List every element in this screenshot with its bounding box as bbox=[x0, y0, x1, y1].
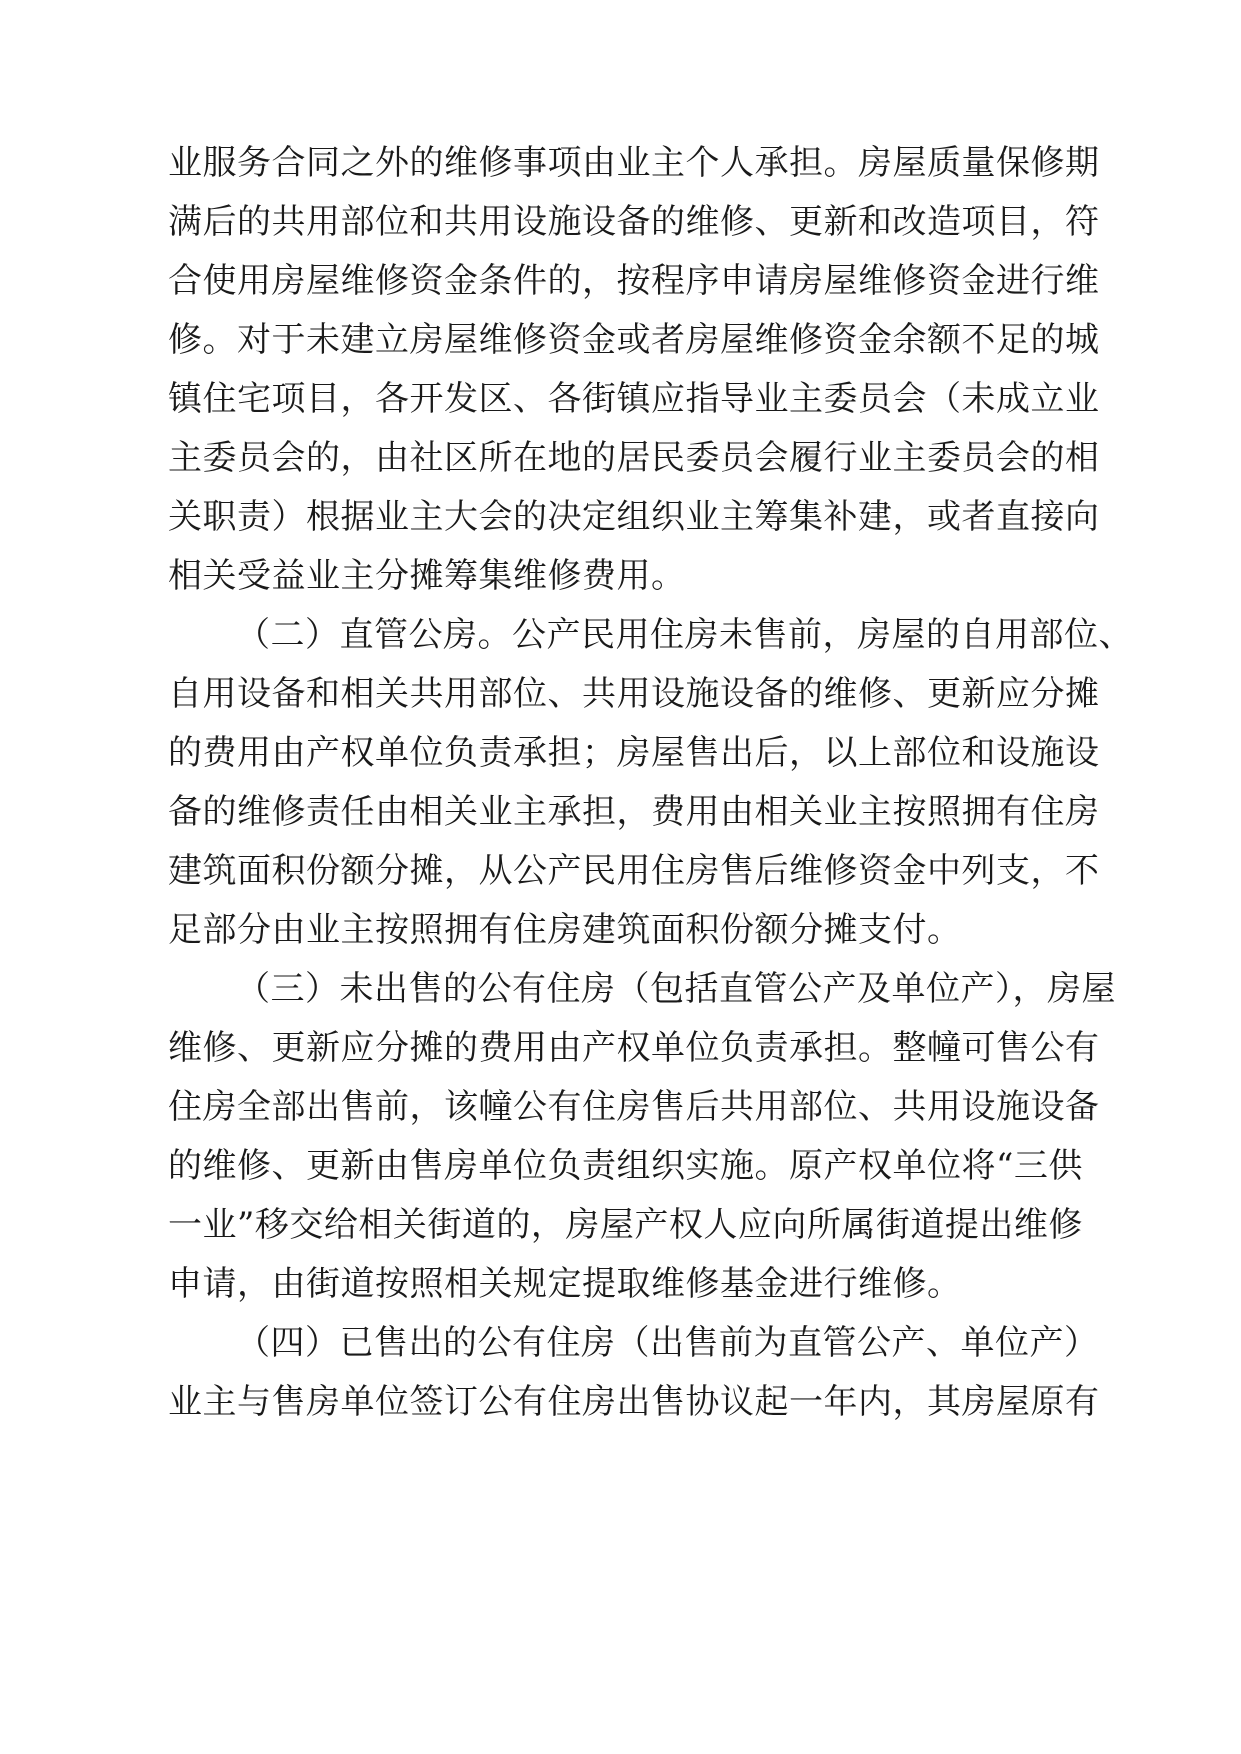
text-line: 一业”移交给相关街道的，房屋产权人应向所属街道提出维修 bbox=[168, 1205, 1083, 1245]
text-line: 自用设备和相关共用部位、共用设施设备的维修、更新应分摊 bbox=[168, 674, 1100, 714]
text-line: 备的维修责任由相关业主承担，费用由相关业主按照拥有住房 bbox=[168, 792, 1100, 832]
text-line: 相关受益业主分摊筹集维修费用。 bbox=[168, 556, 686, 596]
text-line: 维修、更新应分摊的费用由产权单位负责承担。整幢可售公有 bbox=[168, 1028, 1100, 1068]
paragraph-heading-4: （四）已售出的公有住房（出售前为直管公产、单位产） bbox=[236, 1323, 1099, 1363]
text-line: 关职责）根据业主大会的决定组织业主筹集补建，或者直接向 bbox=[168, 497, 1100, 537]
text-line: 的费用由产权单位负责承担；房屋售出后，以上部位和设施设 bbox=[168, 733, 1100, 773]
paragraph-heading-2: （二）直管公房。公产民用住房未售前，房屋的自用部位、 bbox=[236, 615, 1133, 655]
text-line: 的维修、更新由售房单位负责组织实施。原产权单位将“三供 bbox=[168, 1146, 1083, 1186]
paragraph-heading-3: （三）未出售的公有住房（包括直管公产及单位产），房屋 bbox=[236, 969, 1116, 1009]
text-line: 合使用房屋维修资金条件的，按程序申请房屋维修资金进行维 bbox=[168, 261, 1100, 301]
text-line: 住房全部出售前，该幢公有住房售后共用部位、共用设施设备 bbox=[168, 1087, 1100, 1127]
text-line: 满后的共用部位和共用设施设备的维修、更新和改造项目，符 bbox=[168, 202, 1100, 242]
text-line: 修。对于未建立房屋维修资金或者房屋维修资金余额不足的城 bbox=[168, 320, 1100, 360]
text-line: 主委员会的，由社区所在地的居民委员会履行业主委员会的相 bbox=[168, 438, 1100, 478]
text-line: 业主与售房单位签订公有住房出售协议起一年内，其房屋原有 bbox=[168, 1382, 1100, 1422]
text-line: 申请，由街道按照相关规定提取维修基金进行维修。 bbox=[168, 1264, 962, 1304]
text-line: 镇住宅项目，各开发区、各街镇应指导业主委员会（未成立业 bbox=[168, 379, 1100, 419]
text-line: 建筑面积份额分摊，从公产民用住房售后维修资金中列支，不 bbox=[168, 851, 1100, 891]
text-line: 足部分由业主按照拥有住房建筑面积份额分摊支付。 bbox=[168, 910, 962, 950]
text-line: 业服务合同之外的维修事项由业主个人承担。房屋质量保修期 bbox=[168, 143, 1100, 183]
